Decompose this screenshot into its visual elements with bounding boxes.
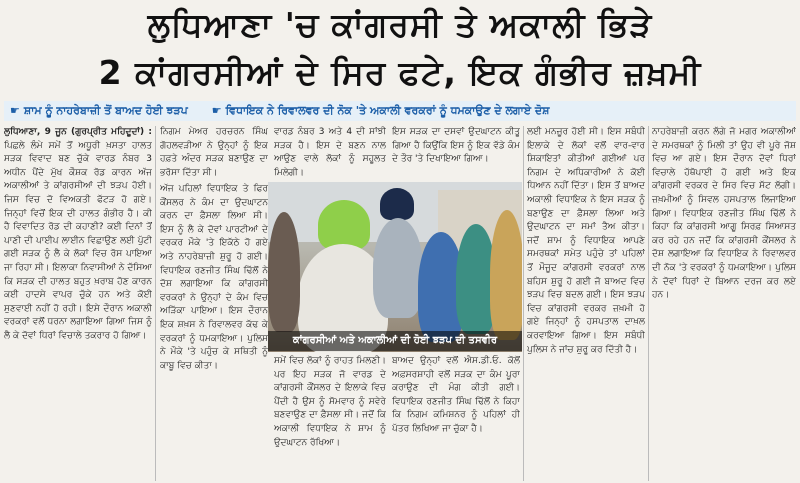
article-column-2-bottom: ਅੱਜ ਪਹਿਲਾਂ ਵਿਧਾਇਕ ਤੇ ਫਿਰ ਕੌਂਸਲਰ ਨੇ ਕੰਮ ਦਾ ਉਦਘਾਟਨ ਕਰਨ ਦਾ ਫ਼ੈਸਲਾ ਲਿਆ ਸੀ। ਇਸ ਨੂੰ ਲੈ ਕੇ ਦੋਵਾਂ ਪਾਰਟੀਆਂ ਦੇ ਵਰਕਰ ਮੌਕੇ 'ਤੇ ਇਕੱਠੇ ਹੋ ਗਏ ਅਤੇ ਨਾਹਰੇਬਾਜ਼ੀ ਸ਼ੁਰੂ ਹੋ ਗਈ। ਵਿਧਾਇਕ ਰਣਜੀਤ ਸਿੰਘ ਢਿੱਲੋਂ ਨੇ ਦੋਸ਼ ਲਗਾਇਆ ਕਿ ਕਾਂਗਰਸੀ ਵਰਕਰਾਂ ਨੇ ਉਨ੍ਹਾਂ ਦੇ ਕੰਮ ਵਿਚ ਅੜਿੱਕਾ ਪਾਇਆ। ਇਸ ਦੌਰਾਨ ਇਕ ਸ਼ਖ਼ਸ ਨੇ ਰਿਵਾਲਵਰ ਕੱਢ ਕੇ ਵਰਕਰਾਂ ਨੂੰ ਧਮਕਾਇਆ। ਪੁਲਿਸ ਨੇ ਮੌਕੇ 'ਤੇ ਪਹੁੰਚ ਕੇ ਸਥਿਤੀ ਨੂੰ ਕਾਬੂ ਵਿਚ ਕੀਤਾ। bbox=[160, 184, 268, 371]
article-column-2-top: ਨਿਗਮ ਮੇਅਰ ਹਰਚਰਨ ਸਿੰਘ ਗੋਹਲਵੜੀਆ ਨੇ ਉਨ੍ਹਾਂ ਨੂੰ ਇਕ ਹਫ਼ਤੇ ਅੰਦਰ ਸੜਕ ਬਣਾਉਣ ਦਾ ਭਰੋਸਾ ਦਿੱਤਾ ਸੀ। bbox=[160, 127, 268, 178]
column-divider bbox=[648, 126, 649, 481]
person-right-edge bbox=[490, 210, 522, 340]
kicker-right-text: ਵਿਧਾਇਕ ਨੇ ਰਿਵਾਲਵਰ ਦੀ ਨੋਕ 'ਤੇ ਅਕਾਲੀ ਵਰਕਰਾਂ ਨੂੰ ਧਮਕਾਉਣ ਦੇ ਲਗਾਏ ਦੋਸ਼ bbox=[225, 104, 550, 117]
article-column-5: ਲਈ ਮਨਜ਼ੂਰ ਹੋਈ ਸੀ। ਇਸ ਸਬੰਧੀ ਇਲਾਕੇ ਦੇ ਲੋਕਾਂ ਵਲੋਂ ਵਾਰ-ਵਾਰ ਸ਼ਿਕਾਇਤਾਂ ਕੀਤੀਆਂ ਗਈਆਂ ਪਰ ਨਿਗਮ ਦੇ ਅਧਿਕਾਰੀਆਂ ਨੇ ਕੋਈ ਧਿਆਨ ਨਹੀਂ ਦਿੱਤਾ। ਇਸ ਤੋਂ ਬਾਅਦ ਅਕਾਲੀ ਵਿਧਾਇਕ ਨੇ ਇਸ ਸੜਕ ਨੂੰ ਬਣਾਉਣ ਦਾ ਫ਼ੈਸਲਾ ਲਿਆ ਅਤੇ ਉਦਘਾਟਨ ਦਾ ਸਮਾਂ ਤੈਅ ਕੀਤਾ। ਜਦੋਂ ਸ਼ਾਮ ਨੂੰ ਵਿਧਾਇਕ ਆਪਣੇ ਸਮਰਥਕਾਂ ਸਮੇਤ ਪਹੁੰਚੇ ਤਾਂ ਪਹਿਲਾਂ ਤੋਂ ਮੌਜੂਦ ਕਾਂਗਰਸੀ ਵਰਕਰਾਂ ਨਾਲ ਬਹਿਸ ਸ਼ੁਰੂ ਹੋ ਗਈ ਜੋ ਬਾਅਦ ਵਿਚ ਝੜਪ ਵਿਚ ਬਦਲ ਗਈ। ਇਸ ਝੜਪ ਵਿਚ ਕਾਂਗਰਸੀ ਵਰਕਰ ਜ਼ਖ਼ਮੀ ਹੋ ਗਏ ਜਿਨ੍ਹਾਂ ਨੂੰ ਹਸਪਤਾਲ ਦਾਖ਼ਲ ਕਰਵਾਇਆ ਗਿਆ। ਇਸ ਸਬੰਧੀ ਪੁਲਿਸ ਨੇ ਜਾਂਚ ਸ਼ੁਰੂ ਕਰ ਦਿੱਤੀ ਹੈ। bbox=[527, 127, 645, 355]
article-column-3-top: ਵਾਰਡ ਨੰਬਰ 3 ਅਤੇ 4 ਦੀ ਸਾਂਝੀ ਸੜਕ ਹੈ। ਇਸ ਦੇ ਬਣਨ ਨਾਲ ਆਉਣ ਵਾਲੇ ਲੋਕਾਂ ਨੂੰ ਸਹੂਲਤ ਮਿਲੇਗੀ। bbox=[274, 127, 386, 178]
column-divider bbox=[155, 126, 156, 481]
headline-line-2: 2 ਕਾਂਗਰਸੀਆਂ ਦੇ ਸਿਰ ਫਟੇ, ਇਕ ਗੰਭੀਰ ਜ਼ਖ਼ਮੀ bbox=[98, 53, 702, 92]
column-divider bbox=[523, 126, 524, 481]
person-green-turban bbox=[318, 200, 370, 250]
article-column-1 bbox=[4, 126, 152, 481]
person-navy-turban bbox=[380, 188, 414, 220]
dateline: ਲੁਧਿਆਣਾ, 9 ਜੂਨ (ਗੁਰਪ੍ਰੀਤ ਮਹਿਦੂਦਾਂ) : bbox=[4, 127, 152, 137]
kicker-left-text: ਸ਼ਾਮ ਨੂੰ ਨਾਹਰੇਬਾਜ਼ੀ ਤੋਂ ਬਾਅਦ ਹੋਈ ਝੜਪ bbox=[23, 104, 188, 117]
article-column-4-bottom: ਬਾਅਦ ਉਨ੍ਹਾਂ ਵਲੋਂ ਐਸ.ਡੀ.ਓ. ਕੋਲੋਂ ਅਫ਼ਸਰਸ਼ਾਹੀ ਵਲੋਂ ਸੜਕ ਦਾ ਕੰਮ ਪੂਰਾ ਕਰਾਉਣ ਦੀ ਮੰਗ ਕੀਤੀ ਗਈ। ਵਿਧਾਇਕ ਰਣਜੀਤ ਸਿੰਘ ਢਿੱਲੋਂ ਨੇ ਕਿਹਾ ਕਿ ਨਿਗਮ ਕਮਿਸ਼ਨਰ ਨੂੰ ਪਹਿਲਾਂ ਹੀ ਪੱਤਰ ਲਿਖਿਆ ਜਾ ਚੁੱਕਾ ਹੈ। bbox=[392, 356, 520, 434]
pointing-hand-icon: ☛ bbox=[211, 104, 222, 117]
photo-caption: ਕਾਂਗਰਸੀਆਂ ਅਤੇ ਅਕਾਲੀਆਂ ਦੀ ਹੋਈ ਝੜਪ ਦੀ ਤਸਵੀਰ bbox=[268, 331, 522, 351]
article-column-6: ਨਾਹਰੇਬਾਜ਼ੀ ਕਰਨ ਲੱਗੇ ਜੋ ਮਗਰ ਅਕਾਲੀਆਂ ਦੇ ਸਮਰਥਕਾਂ ਨੂੰ ਮਿਲੀ ਤਾਂ ਉਹ ਵੀ ਪੂਰੇ ਜੋਸ਼ ਵਿਚ ਆ ਗਏ। ਇਸ ਦੌਰਾਨ ਦੋਵਾਂ ਧਿਰਾਂ ਵਿਚਾਲੇ ਹੱਥੋਪਾਈ ਹੋ ਗਈ ਅਤੇ ਇਕ ਕਾਂਗਰਸੀ ਵਰਕਰ ਦੇ ਸਿਰ ਵਿਚ ਸੱਟ ਲੱਗੀ। ਜ਼ਖ਼ਮੀਆਂ ਨੂੰ ਸਿਵਲ ਹਸਪਤਾਲ ਲਿਜਾਇਆ ਗਿਆ। ਵਿਧਾਇਕ ਰਣਜੀਤ ਸਿੰਘ ਢਿੱਲੋਂ ਨੇ ਕਿਹਾ ਕਿ ਕਾਂਗਰਸੀ ਆਗੂ ਸਿਰਫ਼ ਸਿਆਸਤ ਕਰ ਰਹੇ ਹਨ ਜਦੋਂ ਕਿ ਕਾਂਗਰਸੀ ਕੌਂਸਲਰ ਨੇ ਦੋਸ਼ ਲਗਾਇਆ ਕਿ ਵਿਧਾਇਕ ਨੇ ਰਿਵਾਲਵਰ ਦੀ ਨੋਕ 'ਤੇ ਵਰਕਰਾਂ ਨੂੰ ਧਮਕਾਇਆ। ਪੁਲਿਸ ਨੇ ਦੋਵਾਂ ਧਿਰਾਂ ਦੇ ਬਿਆਨ ਦਰਜ ਕਰ ਲਏ ਹਨ। bbox=[652, 127, 796, 301]
pointing-hand-icon: ☛ bbox=[10, 104, 20, 117]
kicker-right bbox=[212, 104, 550, 118]
kicker-left bbox=[10, 104, 188, 118]
article-column-4-top: ਇਸ ਸੜਕ ਦਾ ਦਸਵਾਂ ਉਦਘਾਟਨ ਕੀਤੂ ਗਿਆ ਹੈ ਕਿਉਂਕਿ ਇਸ ਨੂੰ ਇਕ ਵੱਡੇ ਕੰਮ ਦੇ ਤੌਰ 'ਤੇ ਦਿਖਾਇਆ ਗਿਆ। bbox=[392, 127, 520, 165]
kicker-strip bbox=[4, 101, 796, 121]
person-left-edge bbox=[268, 212, 300, 332]
article-column-3-bottom: ਸਮੇਂ ਵਿਚ ਲੋਕਾਂ ਨੂੰ ਰਾਹਤ ਮਿਲਣੀ। ਪਰ ਇਹ ਸੜਕ ਜੋ ਵਾਰਡ ਦੇ ਕਾਂਗਰਸੀ ਕੌਂਸਲਰ ਦੇ ਇਲਾਕੇ ਵਿਚ ਪੈਂਦੀ ਹੈ ਉਸ ਨੂੰ ਸੋਮਵਾਰ ਨੂੰ ਸਵੇਰੇ ਬਣਵਾਉਣ ਦਾ ਫ਼ੈਸਲਾ ਸੀ। ਜਦੋਂ ਕਿ ਅਕਾਲੀ ਵਿਧਾਇਕ ਨੇ ਸ਼ਾਮ ਨੂੰ ਉਦਘਾਟਨ ਰੱਖਿਆ। bbox=[274, 356, 386, 448]
column-1-text: ਪਿਛਲੇ ਲੰਮੇ ਸਮੇਂ ਤੋਂ ਅਧੂਰੀ ਖ਼ਸਤਾ ਹਾਲਤ ਸੜਕ ਵਿਵਾਦ ਬਣ ਚੁੱਕੇ ਵਾਰਡ ਨੰਬਰ 3 ਅਧੀਨ ਪੈਂਦੇ ਮੁੱਖ ਕੌਸ਼ਕ ਰੋਡ ਕਾਰਨ ਅੱਜ ਅਕਾਲੀਆਂ ਤੇ ਕਾਂਗਰਸੀਆਂ ਦੀ ਝੜਪ ਹੋਈ। ਜਿਸ ਵਿਚ ਦੋ ਵਿਅਕਤੀ ਫੱਟੜ ਹੋ ਗਏ। ਜਿਨ੍ਹਾਂ ਵਿਚੋਂ ਇਕ ਦੀ ਹਾਲਤ ਗੰਭੀਰ ਹੈ। ਕੀ ਹੈ ਵਿਵਾਦਿਤ ਰੋਡ ਦੀ ਕਹਾਣੀ? ਕਈ ਦਿਨਾਂ ਤੋਂ ਪਾਣੀ ਦੀ ਪਾਈਪ ਲਾਈਨ ਵਿਛਾਉਣ ਲਈ ਪੁੱਟੀ ਗਈ ਸੜਕ ਨੂੰ ਲੈ ਕੇ ਲੋਕਾਂ ਵਿਚ ਰੋਸ ਪਾਇਆ ਜਾ ਰਿਹਾ ਸੀ। ਇਲਾਕਾ ਨਿਵਾਸੀਆਂ ਨੇ ਦੱਸਿਆ ਕਿ ਸੜਕ ਦੀ ਹਾਲਤ ਬਹੁਤ ਖ਼ਰਾਬ ਹੋਣ ਕਾਰਨ ਕਈ ਹਾਦਸੇ ਵਾਪਰ ਚੁੱਕੇ ਹਨ ਅਤੇ ਕੋਈ ਸੁਣਵਾਈ ਨਹੀਂ ਹੋ ਰਹੀ। ਇਸੇ ਦੌਰਾਨ ਅਕਾਲੀ ਵਰਕਰਾਂ ਵਲੋਂ ਧਰਨਾ ਲਗਾਇਆ ਗਿਆ ਜਿਸ ਨੂੰ ਲੈ ਕੇ ਦੋਵਾਂ ਧਿਰਾਂ ਵਿਚਾਲੇ ਤਕਰਾਰ ਹੋ ਗਿਆ। bbox=[4, 140, 152, 341]
headline-line-1: ਲੁਧਿਆਣਾ 'ਚ ਕਾਂਗਰਸੀ ਤੇ ਅਕਾਲੀ ਭਿੜੇ bbox=[147, 5, 653, 44]
news-photo bbox=[268, 182, 522, 352]
person-grey-shirt bbox=[373, 218, 423, 318]
